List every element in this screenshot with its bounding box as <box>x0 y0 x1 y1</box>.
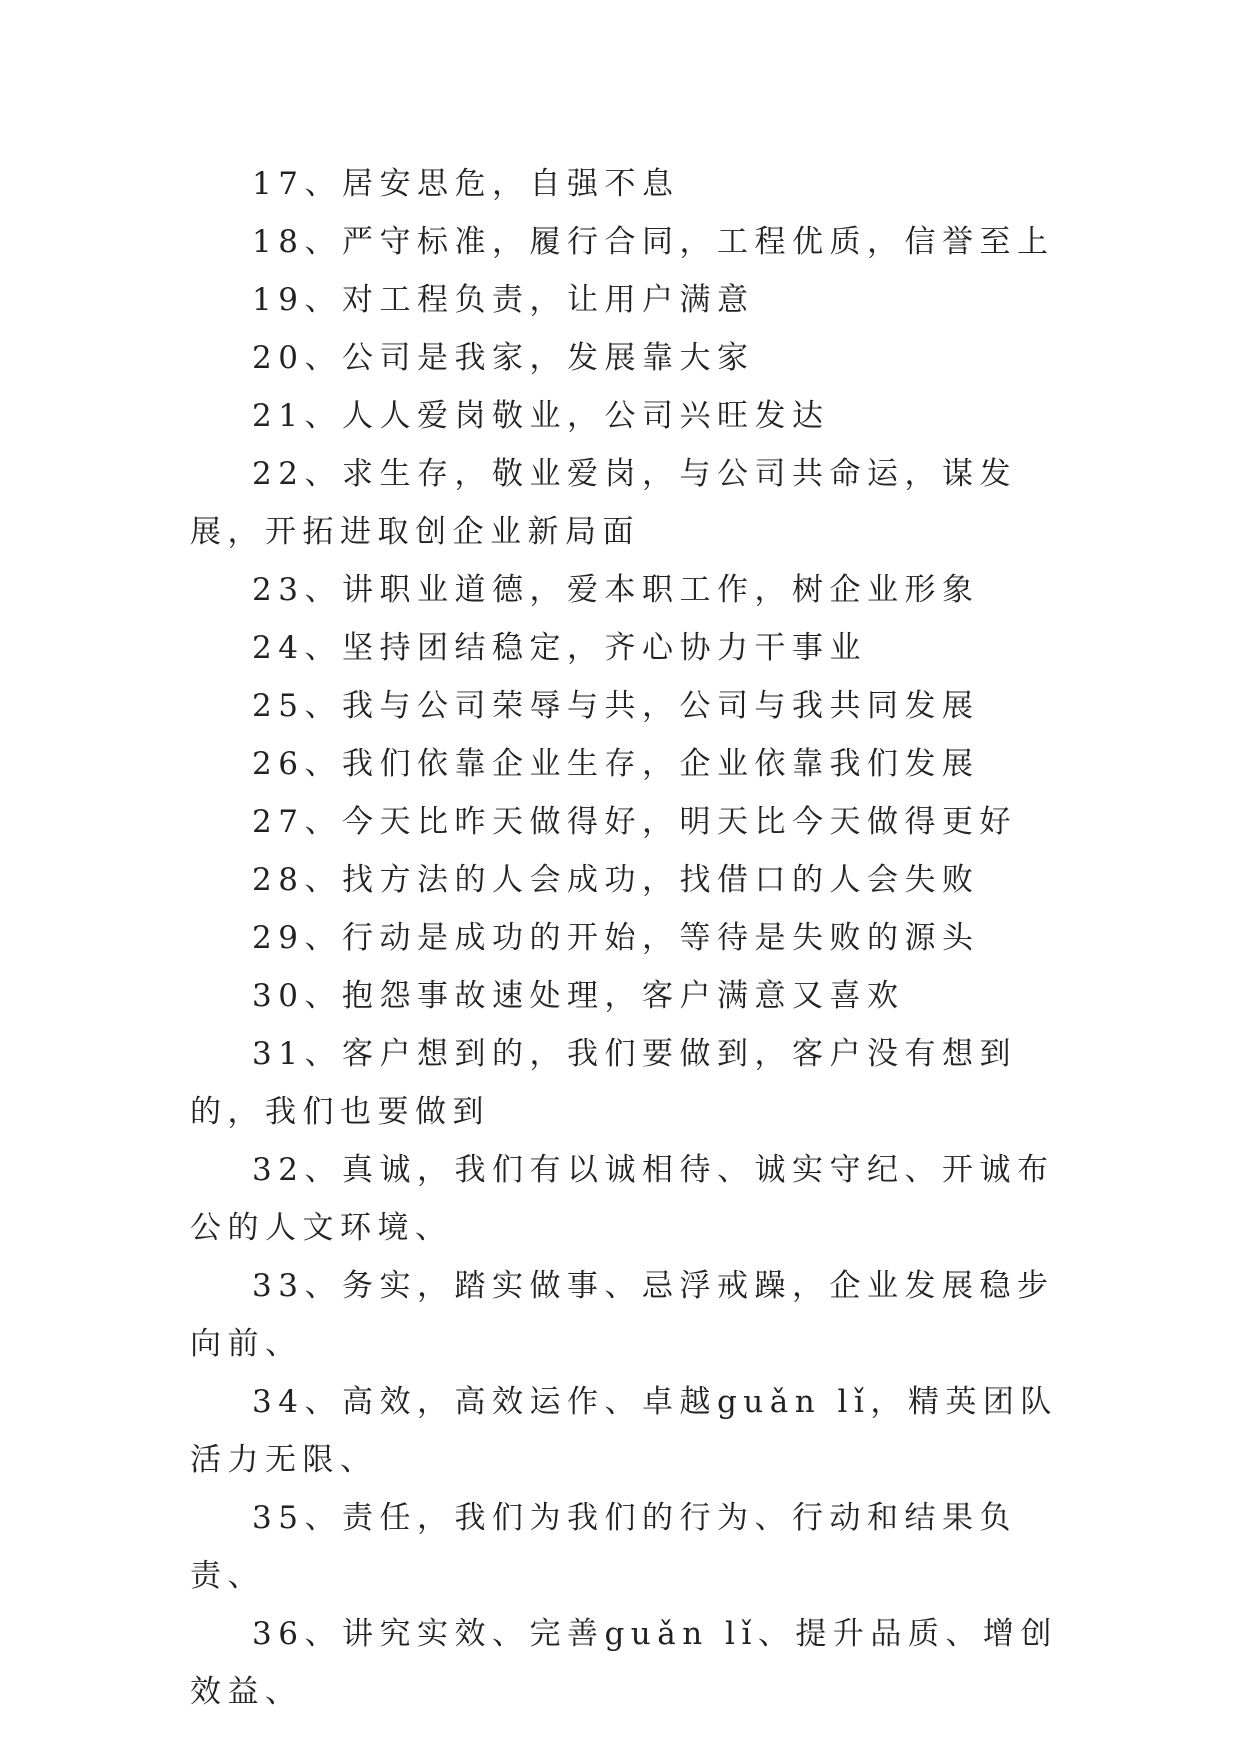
list-item: 23、讲职业道德，爱本职工作，树企业形象 <box>252 572 980 608</box>
list-item: 18、严守标准，履行合同，工程优质，信誉至上 <box>252 224 1055 260</box>
list-item: 36、讲究实效、完善guǎn lǐ、提升品质、增创效益、 <box>190 1616 1058 1710</box>
list-item: 30、抱怨事故速处理，客户满意又喜欢 <box>252 978 905 1014</box>
list-item: 28、找方法的人会成功，找借口的人会失败 <box>252 862 980 898</box>
list-item: 33、务实，踏实做事、忌浮戒躁，企业发展稳步向前、 <box>190 1268 1055 1362</box>
list-item: 20、公司是我家，发展靠大家 <box>252 340 755 376</box>
list-item: 27、今天比昨天做得好，明天比今天做得更好 <box>252 804 1017 840</box>
list-item: 22、求生存，敬业爱岗，与公司共命运，谋发展，开拓进取创企业新局面 <box>190 456 1017 550</box>
list-item: 34、高效，高效运作、卓越guǎn lǐ，精英团队活力无限、 <box>190 1384 1058 1478</box>
list-item: 21、人人爱岗敬业，公司兴旺发达 <box>252 398 830 434</box>
list-item: 26、我们依靠企业生存，企业依靠我们发展 <box>252 746 980 782</box>
list-item: 35、责任，我们为我们的行为、行动和结果负责、 <box>190 1500 1017 1594</box>
list-item: 32、真诚，我们有以诚相待、诚实守纪、开诚布公的人文环境、 <box>190 1152 1055 1246</box>
document-body <box>190 155 1070 1721</box>
list-item: 25、我与公司荣辱与共，公司与我共同发展 <box>252 688 980 724</box>
list-item: 19、对工程负责，让用户满意 <box>252 282 755 318</box>
list-item: 24、坚持团结稳定，齐心协力干事业 <box>252 630 867 666</box>
list-item: 17、居安思危，自强不息 <box>252 166 680 202</box>
list-item: 29、行动是成功的开始，等待是失败的源头 <box>252 920 980 956</box>
list-item: 31、客户想到的，我们要做到，客户没有想到的，我们也要做到 <box>190 1036 1017 1130</box>
